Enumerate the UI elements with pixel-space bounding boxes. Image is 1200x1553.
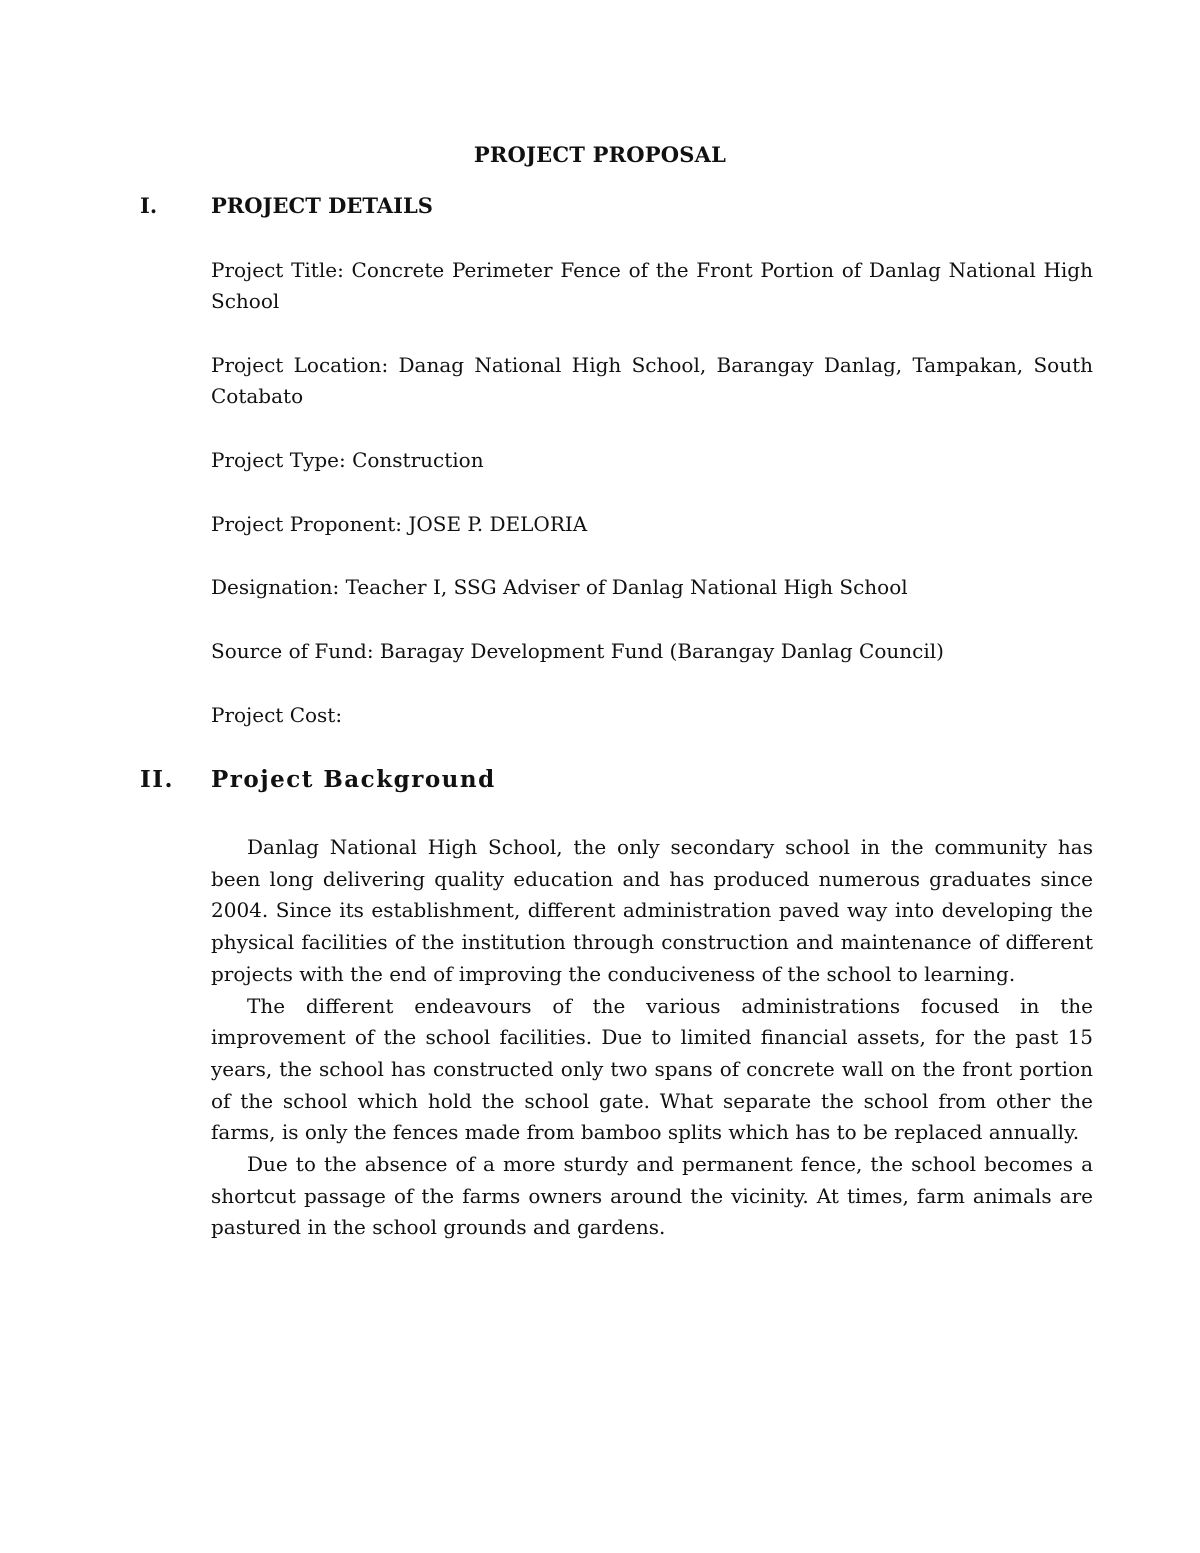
background-paragraph-2: The different endeavours of the various administrations focused in the improvement of the school facilities. Due to limited financial assets, for the past 15 years, the school has constructed only two spans of concrete wall on the front portion of the school which hold the school gate. What separate the school from other the farms, is only the fences made from bamboo splits which has to be replaced annually. <box>211 993 1093 1145</box>
project-cost-field: Project Cost: <box>211 703 343 727</box>
background-paragraph-1: Danlag National High School, the only secondary school in the community has been long delivering quality education and has produced numerous graduates since 2004. Since its establishment, different administration paved way into developing the physical facilities of the institution through construction and maintenance of different projects with the end of improving the conduciveness of the school to learning. <box>211 835 1093 986</box>
project-title-field: Project Title: Concrete Perimeter Fence of the Front Portion of Danlag National High School <box>211 258 1093 313</box>
section-1-heading: PROJECT DETAILS <box>211 193 433 218</box>
project-location-field: Project Location: Danag National High School, Barangay Danlag, Tampakan, South Cotabato <box>211 353 1093 408</box>
background-body <box>211 832 1093 1244</box>
document-title: PROJECT PROPOSAL <box>473 142 727 167</box>
designation-field: Designation: Teacher I, SSG Adviser of Danlag National High School <box>211 575 908 599</box>
background-paragraph-3: Due to the absence of a more sturdy and permanent fence, the school becomes a shortcut passage of the farms owners around the vicinity. At times, farm animals are pastured in the school grounds and gardens. <box>211 1152 1093 1240</box>
project-proponent-field: Project Proponent: JOSE P. DELORIA <box>211 512 588 536</box>
project-type-field: Project Type: Construction <box>211 448 484 472</box>
source-of-fund-field: Source of Fund: Baragay Development Fund (Barangay Danlag Council) <box>211 639 944 663</box>
section-2-number: II. <box>140 766 175 793</box>
section-1-number: I. <box>140 193 158 218</box>
section-2-heading: Project Background <box>211 766 496 793</box>
